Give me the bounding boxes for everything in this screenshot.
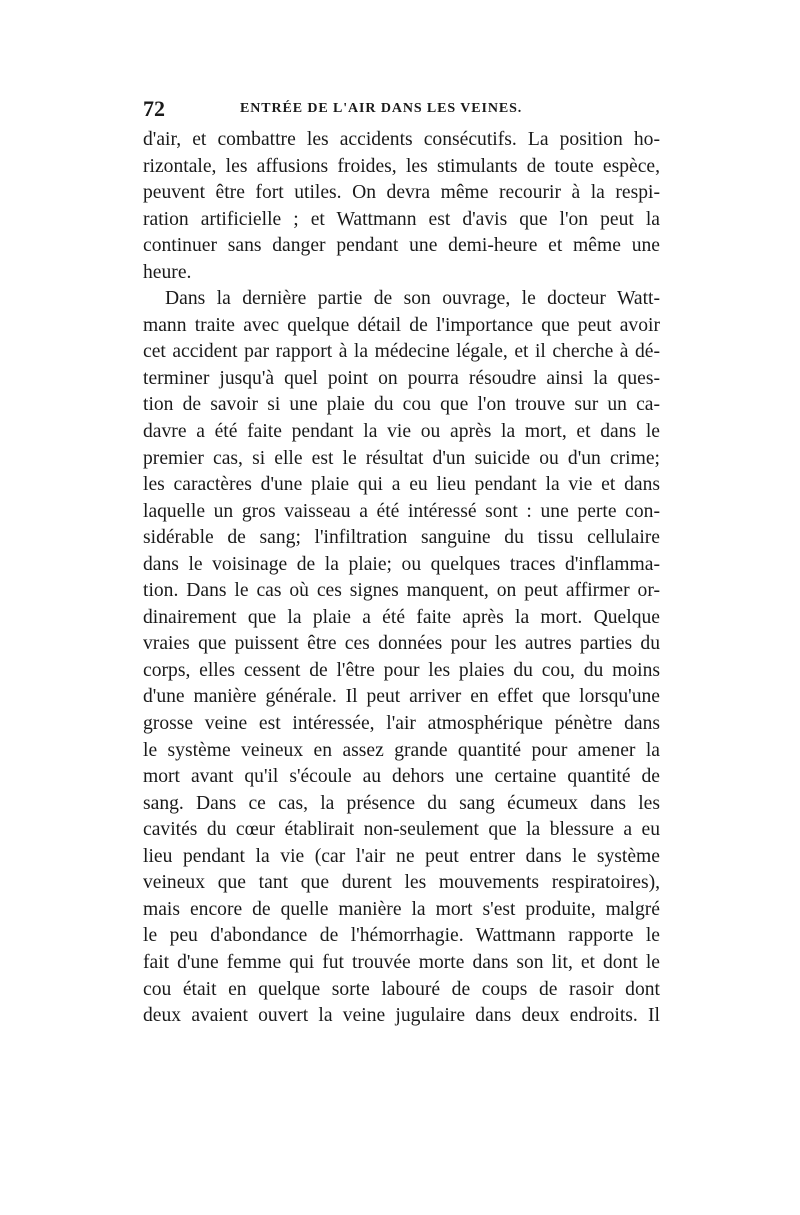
text-line: laquelle un gros vaisseau a été intéressé sont : une perte con- [143,500,660,522]
text-line: ration artificielle ; et Wattmann est d'avis que l'on peut la [143,208,660,230]
text-line: cet accident par rapport à la médecine légale, et il cherche à dé- [143,341,660,363]
page-number: 72 [143,96,165,121]
body-text [143,127,660,1030]
text-line: cavités du cœur établirait non-seulement que la blessure a eu [143,819,660,841]
text-line: continuer sans danger pendant une demi-heure et même une [143,235,660,257]
text-line: dans le voisinage de la plaie; ou quelques traces d'inflamma- [143,553,660,575]
text-line: cou était en quelque sorte labouré de coups de rasoir dont [143,978,660,1000]
page-header [143,96,660,122]
text-line: deux avaient ouvert la veine jugulaire dans deux endroits. Il [143,1005,660,1027]
text-line: davre a été faite pendant la vie ou après la mort, et dans le [143,421,660,443]
text-line: heure. [143,261,192,283]
text-line: dinairement que la plaie a été faite après la mort. Quelque [143,606,660,628]
text-line: mais encore de quelle manière la mort s'est produite, malgré [143,898,660,920]
text-line: terminer jusqu'à quel point on pourra résoudre ainsi la ques- [143,367,660,389]
text-line: corps, elles cessent de l'être pour les plaies du cou, du moins [143,659,660,681]
text-line: mann traite avec quelque détail de l'importance que peut avoir [143,314,660,336]
text-line: tion. Dans le cas où ces signes manquent, on peut affirmer or- [143,580,660,602]
text-line: lieu pendant la vie (car l'air ne peut entrer dans le système [143,845,660,867]
text-line: les caractères d'une plaie qui a eu lieu pendant la vie et dans [143,474,660,496]
paragraph-start-line: Dans la dernière partie de son ouvrage, le docteur Watt- [165,288,660,310]
text-line: sang. Dans ce cas, la présence du sang écumeux dans les [143,792,660,814]
text-line: d'air, et combattre les accidents consécutifs. La position ho- [143,129,660,150]
text-line: le système veineux en assez grande quantité pour amener la [143,739,660,761]
text-line: rizontale, les affusions froides, les stimulants de toute espèce, [143,155,660,177]
text-line: veineux que tant que durent les mouvements respiratoires), [143,872,660,894]
text-line: mort avant qu'il s'écoule au dehors une certaine quantité de [143,766,660,788]
text-line: grosse veine est intéressée, l'air atmosphérique pénètre dans [143,713,660,735]
text-line: le peu d'abondance de l'hémorrhagie. Wattmann rapporte le [143,925,660,947]
text-line: peuvent être fort utiles. On devra même recourir à la respi- [143,182,660,204]
text-line: fait d'une femme qui fut trouvée morte dans son lit, et dont le [143,951,660,973]
text-line: vraies que puissent être ces données pour les autres parties du [143,633,660,655]
text-line: premier cas, si elle est le résultat d'un suicide ou d'un crime; [143,447,660,469]
text-line: sidérable de sang; l'infiltration sanguine du tissu cellulaire [143,527,660,549]
running-title: ENTRÉE DE L'AIR DANS LES VEINES. [240,101,523,116]
text-line: d'une manière générale. Il peut arriver en effet que lorsqu'une [143,686,660,708]
text-line: tion de savoir si une plaie du cou que l'on trouve sur un ca- [143,394,660,416]
